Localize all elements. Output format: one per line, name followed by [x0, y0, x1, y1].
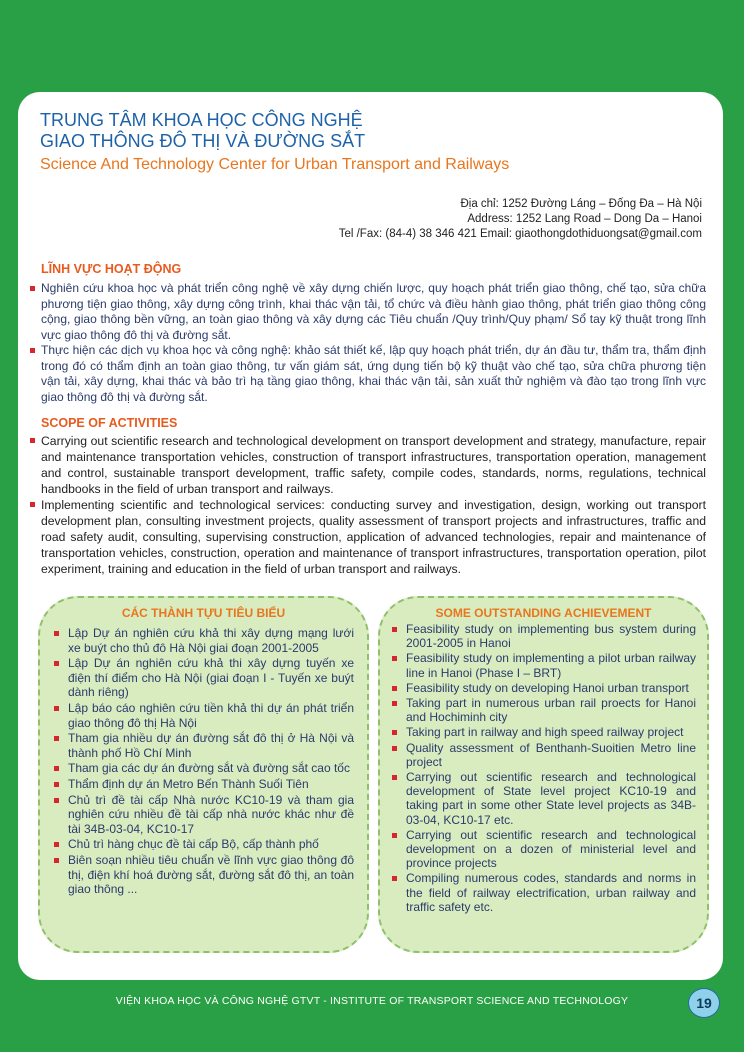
bullet-icon [392, 730, 397, 735]
list-item: Biên soạn nhiều tiêu chuẩn về lĩnh vực giao thông đô thị, điện khí hoá đường sắt, đường sắt đô thị, an toàn giao thông ... [54, 853, 354, 897]
list-item: Chủ trì hàng chục đề tài cấp Bộ, cấp thành phố [54, 837, 354, 852]
list-item: Taking part in numerous urban rail proects for Hanoi and Hochiminh city [392, 696, 696, 724]
list-item: Feasibility study on implementing a pilot urban railway line in Hanoi (Phase I – BRT) [392, 651, 696, 679]
list-item: Tham gia nhiều dự án đường sắt đô thị ở Hà Nội và thành phố Hồ Chí Minh [54, 731, 354, 760]
page-number-badge: 19 [688, 988, 720, 1018]
achievements-vn-title: CÁC THÀNH TỰU TIÊU BIỂU [121, 606, 286, 620]
bullet-icon [30, 438, 35, 443]
achievements-vn-list [54, 626, 354, 898]
bullet-icon [54, 798, 59, 803]
bullet-icon [54, 736, 59, 741]
list-item: Thực hiện các dịch vụ khoa học và công nghệ: khảo sát thiết kế, lập quy hoạch phát triển, dự án đầu tư, thẩm tra, thẩm định trong đó có thẩm định an toàn giao thông, tư vấn giám sát, ứng dụng tiến bộ kỹ thuật vào chế tạo, sửa chữa phương tiện vận tải, xây dựng, khai thác và bảo trì hạ tầng giao thông, khai thác vận tải, sản xuất thử nghiệm và đào tạo trong lĩnh vực giao thông đô thị và đường sắt. [30, 343, 706, 405]
scope-en-title: SCOPE OF ACTIVITIES [41, 416, 178, 430]
bullet-icon [30, 286, 35, 291]
list-item: Carrying out scientific research and technological development on transport development and strategy, manufacture, repair and maintenance transportation vehicles, construction of transport infrastructures, transportation operation, management and control, sustainable transport development, traffic safety, compile codes, standards, norms, regulations, technical handbooks in the field of urban transport and railways. [30, 433, 706, 497]
title-en: Science And Technology Center for Urban Transport and Railways [40, 156, 510, 173]
bullet-icon [392, 775, 397, 780]
list-item: Quality assessment of Benthanh-Suoitien Metro line project [392, 741, 696, 769]
achievements-en-list [392, 622, 696, 915]
scope-vn-list [30, 281, 706, 405]
list-item: Thẩm định dự án Metro Bến Thành Suối Tiên [54, 777, 354, 792]
list-item: Lập Dự án nghiên cứu khả thi xây dựng mạng lưới xe buýt cho thủ đô Hà Nội giai đoạn 2001-2005 [54, 626, 354, 655]
bullet-icon [54, 661, 59, 666]
list-item: Lập Dự án nghiên cứu khả thi xây dựng tuyến xe điện thí điểm cho Hà Nội (giai đoạn I - Tuyến xe buýt dành riêng) [54, 656, 354, 700]
list-item: Implementing scientific and technological services: conducting survey and investigation, design, working out transport development plan, consulting investment projects, quality assessment of transport projects and infrastructures, traffic and road safety audit, consulting, supervising construction, application of advanced technologies, repair and maintenance of transportation vehicles, construction, operation and maintenance of transport infrastructures, transportation operation, pilot experiment, training and education in the field of urban transport and railways. [30, 497, 706, 577]
list-item: Compiling numerous codes, standards and norms in the field of railway electrification, urban railway and traffic safety etc. [392, 871, 696, 914]
bullet-icon [54, 842, 59, 847]
achievements-en-panel [378, 596, 709, 953]
list-item: Taking part in railway and high speed railway project [392, 725, 696, 739]
list-item: Lập báo cáo nghiên cứu tiền khả thi dự án phát triển giao thông đô thị Hà Nội [54, 701, 354, 730]
bullet-icon [54, 766, 59, 771]
tel-email: Tel /Fax: (84-4) 38 346 421 Email: giaothongdothiduongsat@gmail.com [338, 228, 702, 240]
bullet-icon [54, 706, 59, 711]
bullet-icon [392, 701, 397, 706]
list-item: Feasibility study on developing Hanoi urban transport [392, 681, 696, 695]
address-en: Address: 1252 Lang Road – Dong Da – Hanoi [467, 213, 702, 225]
list-item: Carrying out scientific research and technological development of State level project KC10-19 and taking part in some other State level projects as 34B-03-04, KC10-17 etc. [392, 770, 696, 827]
list-item: Nghiên cứu khoa học và phát triển công nghệ về xây dựng chiến lược, quy hoạch phát triển giao thông, chế tạo, sửa chữa phương tiện giao thông, xây dựng công trình, khai thác vận tải, tổ chức và điều hành giao thông, phát triển giao thông công cộng, giao thông bền vững, an toàn giao thông và xây dựng các Tiêu chuẩn /Quy trình/Quy phạm/ Sổ tay kỹ thuật trong lĩnh vực giao thông đô thị và đường sắt. [30, 281, 706, 343]
bullet-icon [392, 746, 397, 751]
bullet-icon [392, 656, 397, 661]
list-item: Chủ trì đề tài cấp Nhà nước KC10-19 và tham gia nghiên cứu nhiều đề tài cấp nhà nước khác như đề tài 34B-03-04, KC10-17 [54, 793, 354, 837]
footer-text: VIỆN KHOA HỌC VÀ CÔNG NGHỆ GTVT - INSTITUTE OF TRANSPORT SCIENCE AND TECHNOLOGY [115, 995, 629, 1007]
bullet-icon [30, 502, 35, 507]
list-item: Tham gia các dự án đường sắt và đường sắt cao tốc [54, 761, 354, 776]
contact-block [339, 197, 702, 242]
page-title [40, 110, 365, 152]
bullet-icon [392, 686, 397, 691]
achievements-vn-panel [38, 596, 369, 953]
scope-en-list [30, 433, 706, 577]
bullet-icon [30, 348, 35, 353]
title-vn-line1: TRUNG TÂM KHOA HỌC CÔNG NGHỆ [40, 110, 363, 130]
bullet-icon [392, 833, 397, 838]
achievements-en-title: SOME OUTSTANDING ACHIEVEMENT [435, 606, 652, 620]
bullet-icon [392, 627, 397, 632]
bullet-icon [54, 858, 59, 863]
title-vn-line2: GIAO THÔNG ĐÔ THỊ VÀ ĐƯỜNG SẮT [40, 131, 366, 151]
address-vn: Địa chỉ: 1252 Đường Láng – Đống Đa – Hà Nội [460, 198, 702, 210]
list-item: Carrying out scientific research and technological development on a dozen of ministerial level and province projects [392, 828, 696, 871]
bullet-icon [54, 782, 59, 787]
list-item: Feasibility study on implementing bus system during 2001-2005 in Hanoi [392, 622, 696, 650]
bullet-icon [54, 631, 59, 636]
scope-vn-title: LĨNH VỰC HOẠT ĐỘNG [41, 262, 182, 276]
bullet-icon [392, 876, 397, 881]
